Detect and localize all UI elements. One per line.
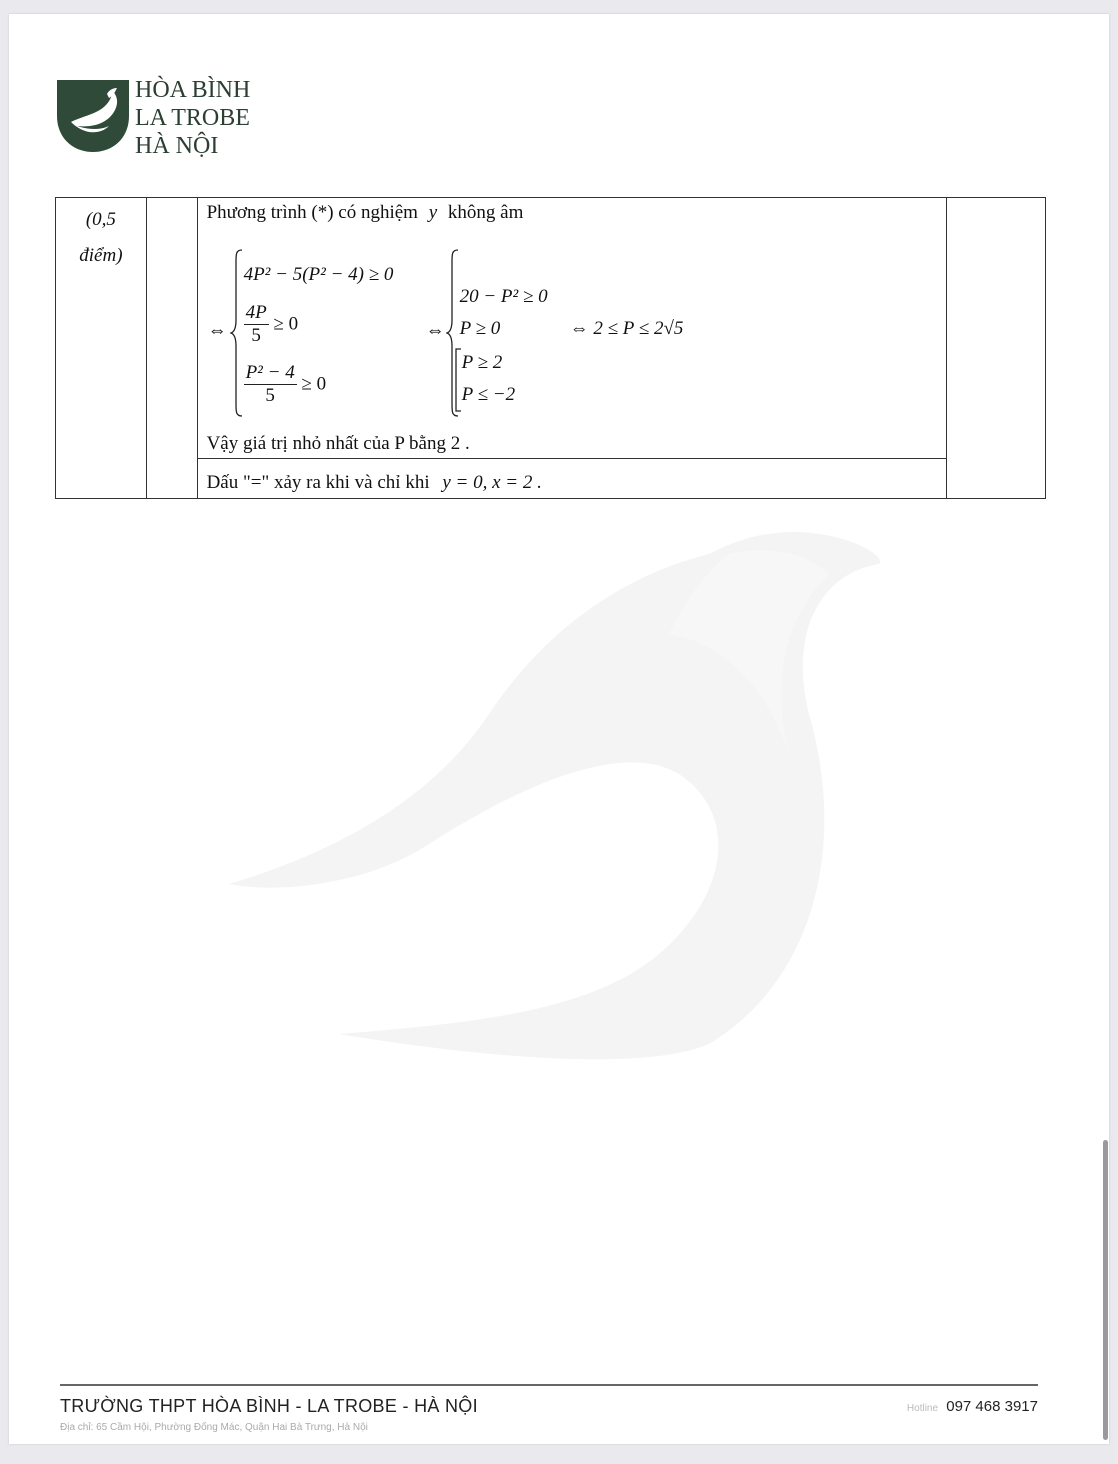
logo-line-2: LA TROBE [135, 105, 250, 131]
row-divider [198, 458, 947, 459]
sys1-row2-tail: ≥ 0 [273, 313, 299, 335]
footer-divider [60, 1384, 1038, 1386]
sys1-row2-num: 4P [245, 302, 267, 323]
footer-hotline [907, 1398, 1038, 1415]
intro-end: không âm [447, 202, 524, 223]
solution-table [55, 197, 1046, 499]
conclusion-line-2 [207, 472, 542, 494]
sys1-row3-tail: ≥ 0 [301, 373, 327, 395]
footer-address: Địa chỉ: 65 Cầm Hội, Phường Đống Mác, Quận Hai Bà Trưng, Hà Nội [60, 1422, 368, 1433]
conclusion-line-1: Vậy giá trị nhỏ nhất của P bằng 2 . [206, 433, 470, 454]
conclusion-text: Dấu "=" xảy ra khi và chỉ khi [206, 472, 430, 493]
conclusion-equality: y = 0, x = 2 . [442, 472, 542, 493]
sys2-row1: 20 − P² ≥ 0 [459, 286, 548, 307]
left-bracket [454, 348, 462, 412]
equiv-symbol-1: ⇔ [207, 320, 227, 341]
intro-text: Phương trình (*) có nghiệm [206, 202, 418, 223]
equiv-symbol-2: ⇔ [425, 320, 445, 341]
sys1-row1: 4P² − 5(P² − 4) ≥ 0 [243, 264, 394, 285]
sys2-row3: P ≥ 2 [461, 352, 503, 373]
intro-var: y [428, 202, 438, 223]
points-cell [56, 198, 147, 499]
watermark-swallow-logo [209, 514, 909, 1074]
left-brace-1 [230, 248, 244, 418]
empty-cell [146, 198, 197, 499]
page-footer [60, 1384, 1038, 1433]
sys1-row3-num: P² − 4 [245, 362, 295, 383]
document-page [9, 14, 1109, 1444]
sys1-row2 [244, 302, 299, 347]
final-result: ⇔ 2 ≤ P ≤ 2√5 [569, 318, 684, 339]
intro-line [207, 202, 524, 224]
sys2-row4: P ≤ −2 [461, 384, 516, 405]
sys1-row3-den: 5 [265, 385, 275, 406]
sys1-row3 [244, 362, 327, 407]
scrollbar[interactable] [1103, 1140, 1108, 1440]
solution-cell [197, 198, 947, 499]
points-line-1: (0,5 [85, 209, 116, 230]
hotline-label: Hotline [906, 1403, 939, 1414]
empty-cell [947, 198, 1046, 499]
swallow-icon [57, 76, 129, 154]
hotline-number: 097 468 3917 [946, 1398, 1038, 1415]
table-row [56, 198, 1046, 499]
logo-line-3: HÀ NỘI [135, 133, 219, 159]
sys2-row2: P ≥ 0 [459, 318, 501, 339]
footer-school-name: TRƯỜNG THPT HÒA BÌNH - LA TROBE - HÀ NỘI [60, 1396, 478, 1416]
points-line-2: điểm) [79, 245, 123, 266]
logo-line-1: HÒA BÌNH [135, 77, 251, 103]
sys1-row2-den: 5 [251, 325, 261, 346]
